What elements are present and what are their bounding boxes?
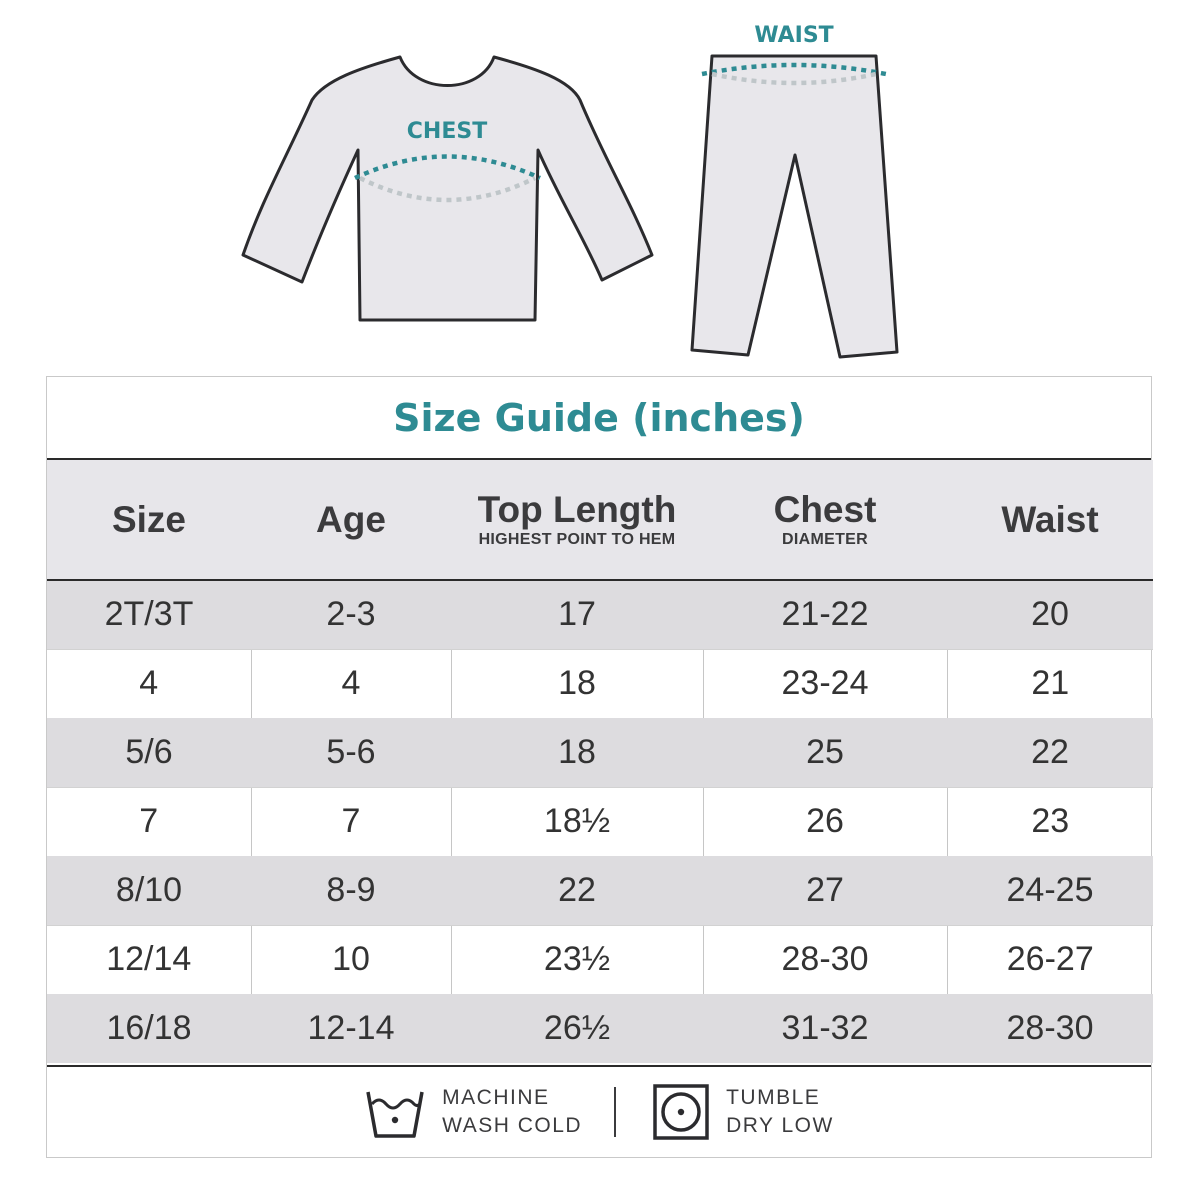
cell-chest: 31-32 <box>781 1009 869 1047</box>
header-chest: Chest DIAMETER <box>773 488 877 548</box>
cell-age: 12-14 <box>307 1009 395 1047</box>
header-age: Age <box>316 498 386 540</box>
cell-age: 5-6 <box>326 732 376 771</box>
guide-title: Size Guide (inches) <box>47 377 1151 460</box>
cell-waist: 24-25 <box>1006 870 1094 909</box>
shirt-diagram <box>243 57 652 320</box>
cell-chest: 21-22 <box>781 595 869 634</box>
cell-size: 12/14 <box>47 925 251 994</box>
wash-instruction <box>364 1084 582 1140</box>
cell-waist: 23 <box>947 787 1153 856</box>
header-size: Size <box>111 498 187 540</box>
tumble-dry-icon <box>652 1083 710 1141</box>
garment-illustration <box>0 0 1200 370</box>
cell-waist: 20 <box>1031 595 1069 634</box>
cell-size: 7 <box>47 787 251 856</box>
dry-line-1: TUMBLE <box>726 1086 821 1109</box>
cell-size: 16/18 <box>106 1009 192 1047</box>
cell-chest: 28-30 <box>703 925 947 994</box>
cell-top-length: 18 <box>558 732 596 771</box>
cell-age: 10 <box>251 925 451 994</box>
table-header-row <box>47 460 1153 580</box>
cell-waist: 26-27 <box>947 925 1153 994</box>
cell-top-length: 22 <box>558 870 596 909</box>
cell-top-length: 18½ <box>451 787 703 856</box>
cell-size: 5/6 <box>125 732 173 771</box>
cell-chest: 27 <box>806 870 844 909</box>
cell-age: 8-9 <box>326 870 376 909</box>
cell-age: 4 <box>251 649 451 718</box>
care-divider <box>614 1087 616 1137</box>
dry-instruction <box>652 1083 834 1141</box>
cell-top-length: 17 <box>558 595 596 634</box>
cell-size: 4 <box>47 649 251 718</box>
care-instructions <box>47 1065 1151 1157</box>
table-row <box>47 718 1153 787</box>
dry-line-2: DRY LOW <box>726 1114 834 1137</box>
cell-size: 2T/3T <box>104 595 194 634</box>
cell-waist: 22 <box>1031 732 1069 771</box>
table-row <box>47 649 1153 718</box>
table-row <box>47 787 1153 856</box>
cell-top-length: 18 <box>451 649 703 718</box>
cell-age: 7 <box>251 787 451 856</box>
cell-waist: 21 <box>947 649 1153 718</box>
header-waist: Waist <box>1001 498 1099 540</box>
cell-age: 2-3 <box>326 595 376 634</box>
wash-line-1: MACHINE <box>442 1086 550 1109</box>
table-row <box>47 856 1153 925</box>
size-guide <box>46 376 1152 1158</box>
waist-label: WAIST <box>754 23 834 48</box>
table-row <box>47 994 1153 1063</box>
size-table <box>47 460 1153 1063</box>
cell-top-length: 23½ <box>451 925 703 994</box>
wash-line-2: WASH COLD <box>442 1114 583 1137</box>
pants-diagram <box>692 23 897 357</box>
cell-waist: 28-30 <box>1006 1009 1094 1047</box>
table-row <box>47 925 1153 994</box>
header-top-length: Top Length HIGHEST POINT TO HEM <box>477 488 677 548</box>
machine-wash-icon <box>364 1084 426 1140</box>
table-row <box>47 580 1153 649</box>
cell-chest: 26 <box>703 787 947 856</box>
cell-chest: 25 <box>806 732 844 771</box>
chest-label: CHEST <box>406 119 488 144</box>
cell-top-length: 26½ <box>543 1009 611 1047</box>
cell-size: 8/10 <box>115 870 183 909</box>
cell-chest: 23-24 <box>703 649 947 718</box>
